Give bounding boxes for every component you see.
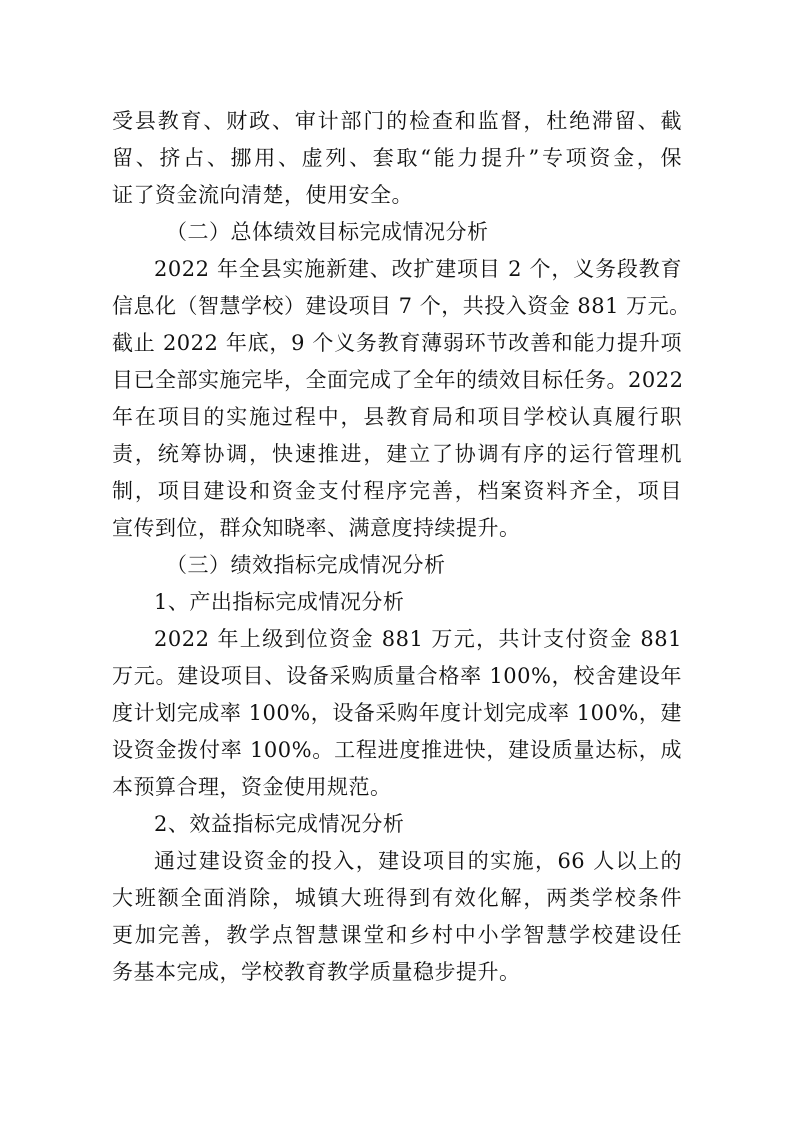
body-text-line: 本预算合理，资金使用规范。 (112, 775, 392, 799)
paragraph-first-line: 2022 年全县实施新建、改扩建项目 2 个，义务段教育 (154, 257, 682, 281)
section-heading: （三）绩效指标完成情况分析 (166, 553, 446, 577)
section-heading: （二）总体绩效目标完成情况分析 (166, 220, 489, 244)
body-text-line: 万元。建设项目、设备采购质量合格率 100%，校舍建设年 (112, 664, 682, 688)
body-text-line: 目已全部实施完毕，全面完成了全年的绩效目标任务。2022 (112, 368, 684, 392)
body-text-line: 更加完善，教学点智慧课堂和乡村中小学智慧学校建设任 (112, 923, 682, 947)
paragraph-first-line: 通过建设资金的投入，建设项目的实施，66 人以上的 (154, 849, 682, 873)
body-text-line: 截止 2022 年底，9 个义务教育薄弱环节改善和能力提升项 (112, 331, 682, 355)
body-text-line: 务基本完成，学校教育教学质量稳步提升。 (112, 960, 521, 984)
body-text-line: 信息化（智慧学校）建设项目 7 个，共投入资金 881 万元。 (112, 294, 691, 318)
body-text-line: 制，项目建设和资金支付程序完善，档案资料齐全，项目 (112, 479, 682, 503)
body-text-line: 大班额全面消除，城镇大班得到有效化解，两类学校条件 (112, 886, 682, 910)
subsection-heading: 2、效益指标完成情况分析 (154, 812, 405, 836)
body-text-line: 证了资金流向清楚，使用安全。 (112, 183, 413, 207)
paragraph-first-line: 2022 年上级到位资金 881 万元，共计支付资金 881 (154, 627, 682, 651)
subsection-heading: 1、产出指标完成情况分析 (154, 590, 405, 614)
body-text-line: 设资金拨付率 100%。工程进度推进快，建设质量达标，成 (112, 738, 682, 762)
body-text-line: 留、挤占、挪用、虚列、套取“能力提升”专项资金，保 (112, 146, 682, 170)
document-page (112, 103, 691, 991)
body-text-line: 年在项目的实施过程中，县教育局和项目学校认真履行职 (112, 405, 682, 429)
body-text-line: 受县教育、财政、审计部门的检查和监督，杜绝滞留、截 (112, 109, 682, 133)
body-text-line: 度计划完成率 100%，设备采购年度计划完成率 100%，建 (112, 701, 682, 725)
body-text-line: 责，统筹协调，快速推进，建立了协调有序的运行管理机 (112, 442, 682, 466)
body-text-line: 宣传到位，群众知晓率、满意度持续提升。 (112, 516, 521, 540)
